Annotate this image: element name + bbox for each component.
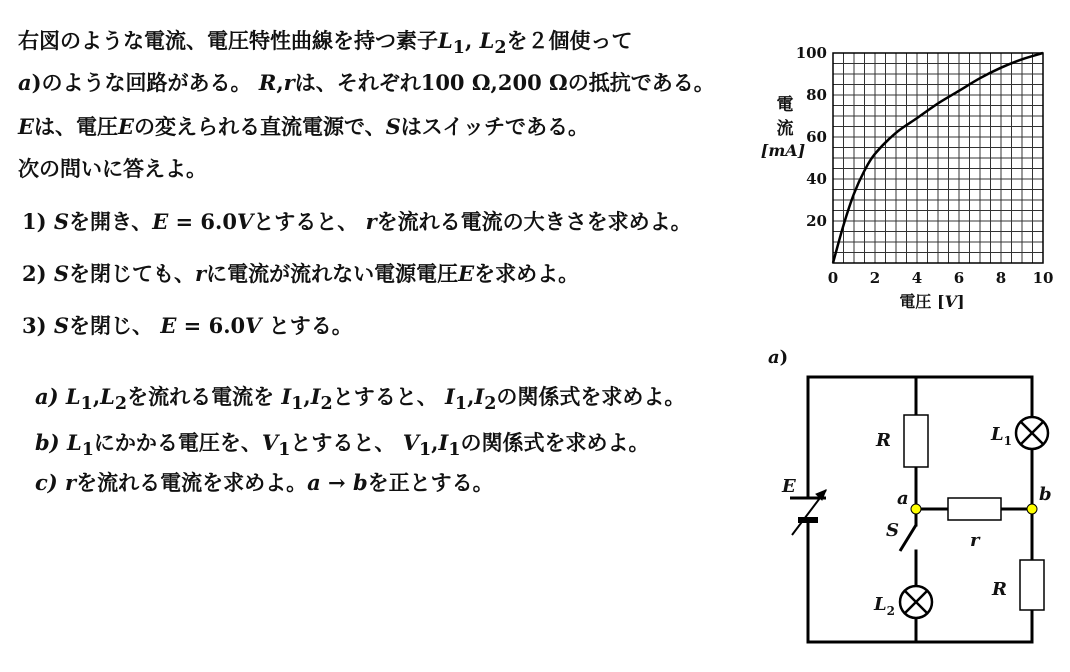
x-tick-label: 10 <box>1032 269 1054 287</box>
label-r: r <box>970 530 980 551</box>
label-E: E <box>782 476 796 497</box>
intro-line-3: Eは、電圧Eの変えられる直流電源で、Sはスイッチである。 <box>18 114 589 139</box>
intro-line-2: a)のような回路がある。 R,rは、それぞれ100 Ω,200 Ωの抵抗である。 <box>18 70 715 95</box>
x-axis-label: 電圧 [V] <box>899 292 965 311</box>
question-3c: c) rを流れる電流を求めよ。a → bを正とする。 <box>35 470 494 495</box>
label-L1: $L_1$ <box>991 424 1013 448</box>
question-3a: a) $L_1,L_2$を流れる電流を $I_1,I_2$とすると、 $I_1,I_2$の関係式を求めよ。 <box>35 384 686 415</box>
node-a-dot <box>911 504 921 514</box>
label-node-b: b <box>1039 484 1052 505</box>
resistor-R-bottom <box>1020 560 1044 610</box>
y-tick-label: 40 <box>806 170 827 188</box>
y-axis-label-3: [mA] <box>760 141 806 160</box>
x-tick-label: 6 <box>953 269 965 287</box>
label-S: S <box>886 520 899 541</box>
resistor-r <box>948 498 1001 520</box>
intro-line-4: 次の問いに答えよ。 <box>18 156 207 181</box>
lamp-L1-icon <box>1016 417 1048 449</box>
question-1: 1) Sを開き、E = 6.0Vとすると、 rを流れる電流の大きさを求めよ。 <box>22 209 692 234</box>
y-tick-label: 20 <box>806 212 827 230</box>
node-b-dot <box>1027 504 1037 514</box>
resistor-R-top <box>904 415 928 467</box>
label-R-top: R <box>876 430 891 451</box>
chart-grid <box>833 53 1043 263</box>
x-tick-label: 0 <box>827 269 839 287</box>
circuit-diagram <box>760 340 1060 669</box>
x-tick-label: 4 <box>911 269 923 287</box>
y-axis-label-1: 電 <box>776 95 794 115</box>
iv-chart <box>750 35 1060 324</box>
question-2: 2) Sを閉じても、rに電流が流れない電源電圧Eを求めよ。 <box>22 261 580 286</box>
x-tick-label: 2 <box>869 269 881 287</box>
switch-icon <box>900 525 916 551</box>
y-axis-label-2: 流 <box>776 119 794 139</box>
circuit-label: a) <box>768 347 789 368</box>
label-L2: $L_2$ <box>874 594 896 618</box>
y-tick-label: 80 <box>806 86 827 104</box>
x-tick-label: 8 <box>995 269 1007 287</box>
y-tick-label: 60 <box>806 128 827 146</box>
question-3: 3) Sを閉じ、 E = 6.0V とする。 <box>22 313 353 338</box>
label-R-bottom: R <box>992 579 1007 600</box>
lamp-L2-icon <box>900 586 932 618</box>
y-tick-label: 100 <box>795 44 827 62</box>
intro-line-1: 右図のような電流、電圧特性曲線を持つ素子$L_1$, $L_2$を２個使って <box>18 28 633 59</box>
question-3b: b) $L_1$にかかる電圧を、$V_1$とすると、 $V_1,I_1$の関係式を求めよ。 <box>35 430 650 461</box>
label-node-a: a <box>897 488 909 509</box>
